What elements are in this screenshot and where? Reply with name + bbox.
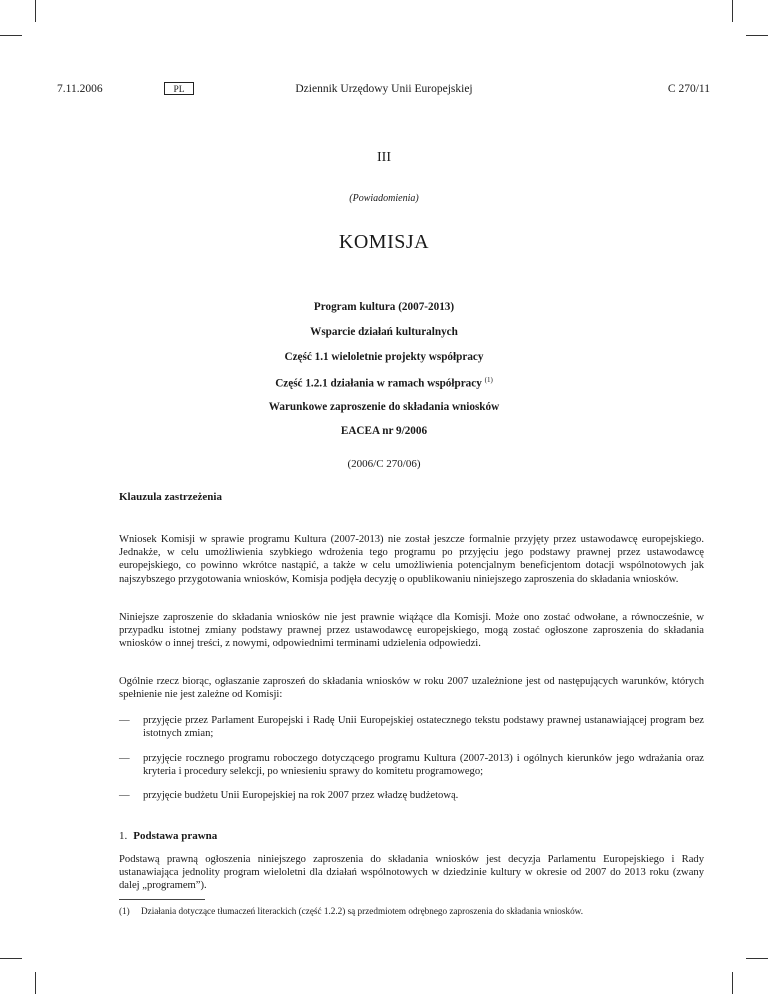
list-item-text: przyjęcie rocznego programu roboczego dotyczącego programu Kultura (2007-2013) i ogólnych kierunków jego wdrażania oraz kryteria i procedury selekcji, po wniesieniu sprawy do komitetu programowego; — [143, 753, 704, 778]
crop-mark — [746, 35, 768, 36]
journal-title: Dziennik Urzędowy Unii Europejskiej — [295, 83, 473, 95]
language-badge: PL — [164, 82, 194, 95]
footnote-marker: (1) — [119, 906, 130, 916]
list-item — [119, 714, 704, 740]
disclaimer-heading: Klauzula zastrzeżenia — [119, 491, 222, 503]
institution-title: KOMISJA — [338, 231, 430, 253]
title-line: Program kultura (2007-2013) — [313, 301, 455, 313]
paragraph: Niniejsze zaproszenie do składania wniosków nie jest prawnie wiążące dla Komisji. Może ono zostać odwołane, a równocześnie, w przypadku istotnej zmiany podstawy prawnej przez ustawodawcę europejskiego, mogą zostać ogłoszone zaproszenia do składania wniosków o innej treści, z nowymi, odpowiednimi terminami udzielenia odpowiedzi. — [119, 612, 704, 650]
crop-mark — [35, 0, 36, 22]
title-line: Wsparcie działań kulturalnych — [310, 326, 458, 338]
crop-mark — [746, 958, 768, 959]
footnote — [119, 905, 704, 917]
header-date: 7.11.2006 — [57, 83, 103, 95]
title-line: Część 1.1 wieloletnie projekty współpracy — [284, 351, 484, 363]
document-reference: (2006/C 270/06) — [347, 458, 421, 470]
crop-mark — [732, 972, 733, 994]
footnote-text: Działania dotyczące tłumaczeń literackich (część 1.2.2) są przedmiotem odrębnego zaproszenia do składania wniosków. — [141, 906, 583, 916]
list-item — [119, 789, 704, 802]
list-item-text: przyjęcie budżetu Unii Europejskiej na rok 2007 przez władzę budżetową. — [143, 790, 459, 801]
list-item — [119, 752, 704, 778]
list-item-text: przyjęcie przez Parlament Europejski i Radę Unii Europejskiej ostatecznego tekstu podstawy prawnej ustanawiającej program bez istotnych zmian; — [143, 715, 704, 740]
section-heading-title: Podstawa prawna — [133, 830, 218, 842]
dash-bullet: — — [119, 753, 130, 764]
title-line-with-footnote — [0, 376, 768, 390]
dash-bullet: — — [119, 790, 130, 801]
dash-bullet: — — [119, 715, 130, 726]
paragraph: Wniosek Komisji w sprawie programu Kultura (2007-2013) nie został jeszcze formalnie przyjęty przez ustawodawcę europejskiego. Jednakże, w celu umożliwienia szybkiego wdrożenia tego programu po przyjęciu jego podstawy prawnej przez ustawodawcę europejskiego, co powinno wkrótce nastąpić, a także w celu umożliwienia potencjalnym beneficjentom dotacji wspólnotowych jak najszybszego przygotowania wniosków, Komisja podjęła decyzję o opublikowaniu niniejszego zaproszenia do składania wniosków. — [119, 534, 704, 585]
title-line: Warunkowe zaproszenie do składania wniosków — [268, 401, 500, 413]
crop-mark — [0, 958, 22, 959]
footnote-rule — [119, 899, 205, 900]
footnote-marker[interactable]: (1) — [484, 376, 493, 384]
title-line: Część 1.2.1 działania w ramach współpracy — [275, 377, 482, 390]
section-heading — [119, 830, 217, 842]
paragraph: Podstawą prawną ogłoszenia niniejszego zaproszenia do składania wniosków jest decyzja Parlamentu Europejskiego i Rady ustanawiająca jednolity program wieloletni dla działań wspólnotowych w dziedzinie kultury w okresie od 2007 do 2013 roku (zwany dalej „programem”). — [119, 854, 704, 892]
section-name: (Powiadomienia) — [349, 193, 419, 204]
crop-mark — [732, 0, 733, 22]
crop-mark — [0, 35, 22, 36]
title-line: EACEA nr 9/2006 — [340, 425, 428, 437]
crop-mark — [35, 972, 36, 994]
section-heading-number: 1. — [119, 830, 128, 842]
page-reference: C 270/11 — [667, 83, 710, 95]
section-number: III — [377, 150, 391, 165]
paragraph: Ogólnie rzecz biorąc, ogłaszanie zaproszeń do składania wniosków w roku 2007 uzależnione jest od następujących warunków, których spełnienie nie jest zależne od Komisji: — [119, 676, 704, 701]
